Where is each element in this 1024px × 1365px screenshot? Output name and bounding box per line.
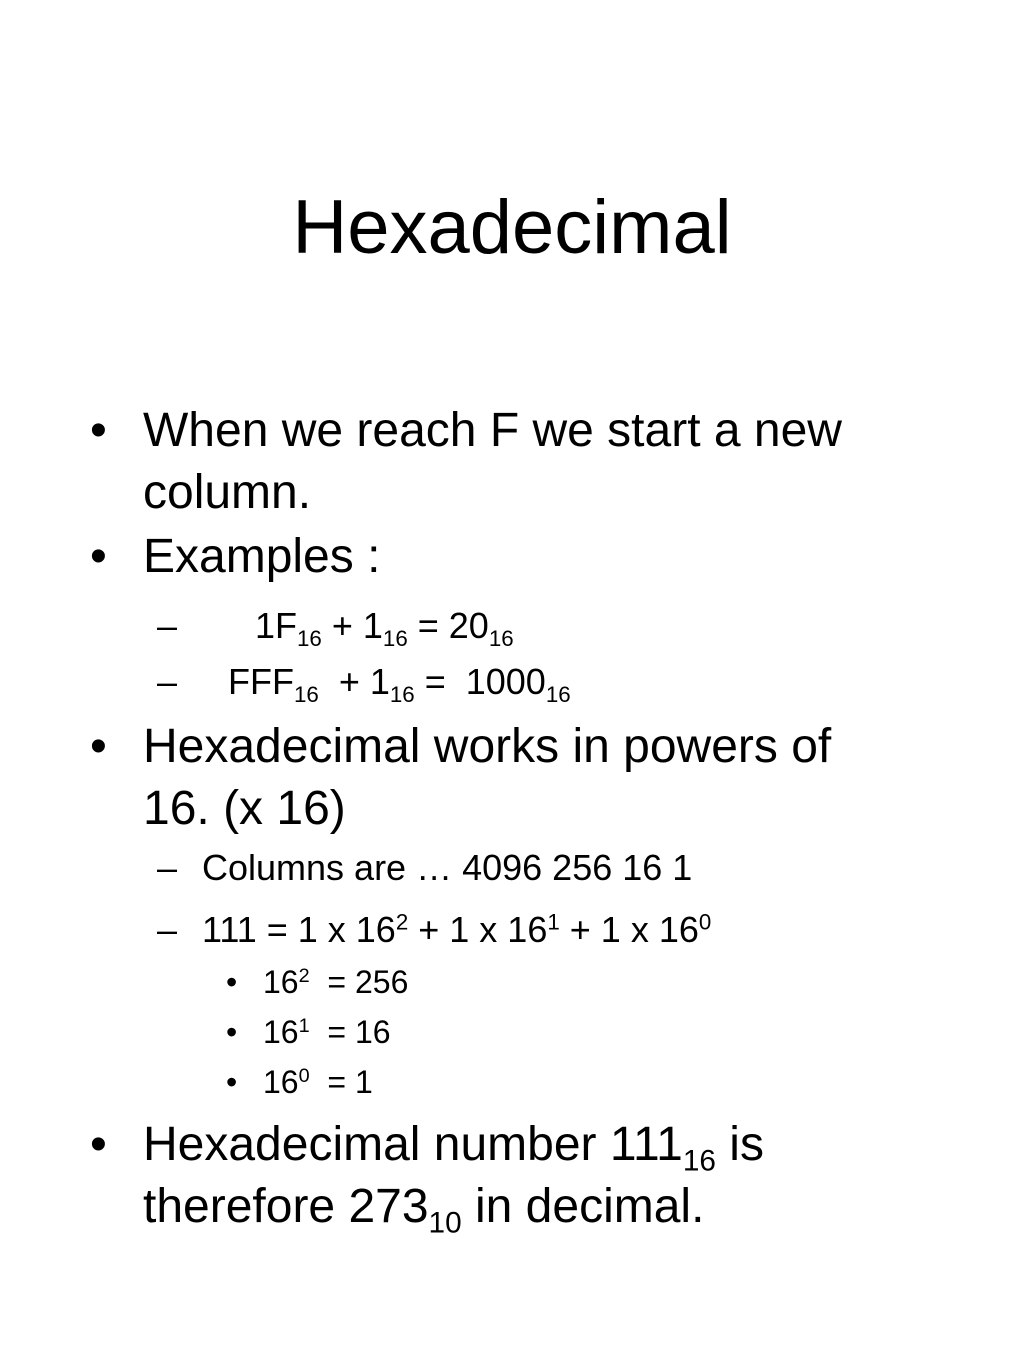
dash-marker: – — [157, 847, 178, 888]
bullet-marker: • — [90, 404, 107, 457]
slide-title: Hexadecimal — [292, 185, 732, 270]
dash-marker: – — [157, 661, 178, 702]
bullet-text: Hexadecimal number $111_{16}$ is therefore $273_{10}$ in decimal. — [143, 1118, 764, 1240]
expansion-text: 111 = 1 x $16^2 + 1$ x $16^1 + 1$ x $16^0$ — [202, 909, 712, 950]
example-text: $1F_{16} + 1_{16} = 20_{16}$ — [255, 605, 514, 651]
bullet-text: When we reach F we start a new column. — [143, 404, 842, 519]
dash-marker: – — [157, 605, 178, 646]
bullet-marker: • — [226, 1064, 238, 1100]
power-text: $16^1 = 16$ — [263, 1014, 391, 1050]
bullet-marker: • — [226, 1014, 238, 1050]
bullet-text: Examples : — [143, 530, 381, 583]
bullet-marker: • — [90, 1118, 107, 1171]
bullet-marker: • — [226, 964, 238, 1000]
columns-text: Columns are … 4096 256 16 1 — [202, 847, 693, 888]
bullet-marker: • — [90, 530, 107, 583]
example-text: $FFF_{16} + 1_{16} = 1000_{16}$ — [228, 661, 571, 707]
power-text: $16^2 = 256$ — [263, 964, 409, 1000]
bullet-marker: • — [90, 720, 107, 773]
power-text: $16^0 = 1$ — [263, 1064, 373, 1100]
dash-marker: – — [157, 909, 178, 950]
bullet-text: Hexadecimal works in powers of 16. (x 16) — [143, 720, 832, 835]
